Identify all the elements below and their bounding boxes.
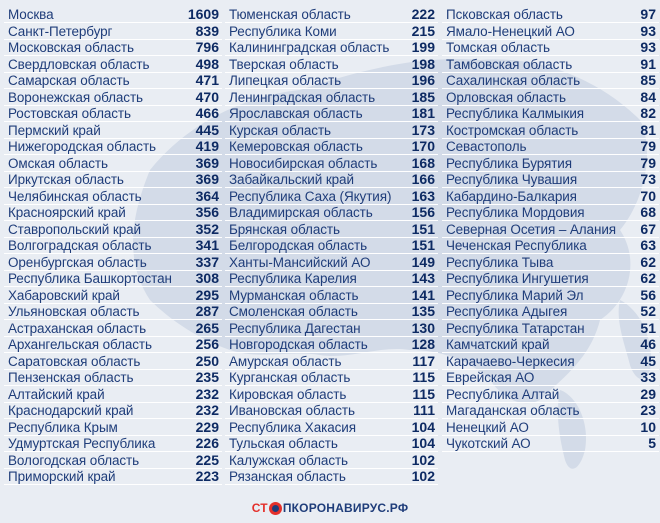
- region-value: 143: [411, 270, 435, 286]
- region-name: Республика Хакасия: [229, 419, 356, 435]
- region-row: [442, 24, 659, 40]
- region-name: Магаданская область: [446, 403, 580, 418]
- region-value: 1609: [187, 6, 219, 22]
- region-row: [442, 288, 659, 304]
- region-row: [4, 24, 222, 40]
- region-row: [225, 139, 438, 155]
- region-value: 73: [640, 171, 656, 187]
- region-name: Саратовская область: [8, 353, 141, 369]
- region-name: Кабардино-Балкария: [446, 188, 577, 204]
- region-name: Москва: [8, 7, 54, 22]
- region-row: [442, 40, 659, 56]
- region-value: 141: [411, 286, 435, 303]
- region-row: [442, 189, 659, 205]
- region-row: [225, 73, 438, 89]
- region-name: Московская область: [8, 40, 134, 55]
- region-name: Тамбовская область: [446, 56, 573, 72]
- region-value: 445: [195, 121, 219, 138]
- region-row: [4, 469, 222, 485]
- region-name: Курская область: [229, 122, 331, 138]
- region-row: [225, 222, 438, 238]
- region-name: Орловская область: [446, 89, 566, 105]
- region-name: Ярославская область: [229, 106, 363, 121]
- region-value: 470: [195, 88, 219, 105]
- region-name: Республика Марий Эл: [446, 287, 584, 303]
- region-name: Алтайский край: [8, 386, 105, 402]
- region-name: Мурманская область: [229, 287, 359, 303]
- region-row: [225, 403, 438, 419]
- region-value: 85: [640, 72, 656, 88]
- region-value: 466: [195, 105, 219, 121]
- region-row: [442, 106, 659, 122]
- region-name: Красноярский край: [8, 205, 126, 220]
- region-name: Пензенская область: [8, 370, 134, 385]
- region-name: Республика Башкортостан: [8, 271, 172, 286]
- region-value: 79: [640, 138, 656, 154]
- region-value: 250: [195, 352, 219, 369]
- region-row: [225, 469, 438, 485]
- region-name: Кировская область: [229, 386, 347, 402]
- region-row: [442, 7, 659, 23]
- region-value: 156: [411, 204, 435, 220]
- region-value: 102: [411, 468, 435, 484]
- region-row: [225, 387, 438, 403]
- region-value: 70: [640, 187, 656, 204]
- region-row: [4, 354, 222, 370]
- region-row: [225, 271, 438, 287]
- region-name: Ставропольский край: [8, 221, 141, 237]
- region-name: Ненецкий АО: [446, 419, 529, 435]
- region-value: 256: [195, 336, 219, 352]
- region-name: Удмуртская Республика: [8, 436, 156, 451]
- region-row: [4, 7, 222, 23]
- region-row: [442, 321, 659, 337]
- region-name: Республика Крым: [8, 419, 118, 435]
- region-row: [4, 271, 222, 287]
- footer: [0, 493, 660, 523]
- region-value: 352: [195, 220, 219, 237]
- region-row: [4, 238, 222, 254]
- region-row: [4, 370, 222, 386]
- region-name: Санкт-Петербург: [8, 23, 113, 39]
- region-value: 63: [640, 237, 656, 253]
- region-row: [4, 205, 222, 221]
- region-row: [4, 57, 222, 73]
- region-value: 45: [640, 352, 656, 369]
- region-name: Республика Карелия: [229, 271, 357, 286]
- region-row: [225, 90, 438, 106]
- region-value: 115: [412, 369, 435, 385]
- region-name: Чеченская Республика: [446, 238, 587, 253]
- region-row: [4, 255, 222, 271]
- region-row: [4, 222, 222, 238]
- region-name: Республика Адыгея: [446, 304, 568, 319]
- region-row: [4, 387, 222, 403]
- region-name: Омская область: [8, 155, 108, 171]
- region-row: [442, 436, 659, 452]
- region-row: [4, 90, 222, 106]
- region-row: [225, 255, 438, 271]
- region-row: [442, 57, 659, 73]
- region-row: [442, 139, 659, 155]
- region-value: 223: [195, 468, 219, 484]
- region-name: Камчатский край: [446, 337, 550, 352]
- region-name: Республика Ингушетия: [446, 271, 589, 286]
- region-name: Самарская область: [8, 73, 130, 88]
- region-row: [4, 73, 222, 89]
- region-name: Тюменская область: [229, 7, 351, 22]
- region-name: Республика Татарстан: [446, 320, 585, 336]
- region-name: Белгородская область: [229, 238, 368, 253]
- region-value: 839: [195, 22, 219, 39]
- region-row: [4, 156, 222, 172]
- region-name: Калининградская область: [229, 40, 390, 55]
- region-value: 196: [411, 72, 435, 88]
- region-name: Оренбургская область: [8, 254, 147, 270]
- region-name: Карачаево-Черкесия: [446, 353, 575, 369]
- region-name: Республика Мордовия: [446, 205, 585, 220]
- region-value: 93: [640, 39, 656, 55]
- region-name: Севастополь: [446, 139, 527, 154]
- region-row: [225, 106, 438, 122]
- stopkoronavirus-logo[interactable]: [252, 501, 409, 515]
- region-value: 356: [195, 204, 219, 220]
- region-name: Приморский край: [8, 469, 116, 484]
- region-value: 91: [640, 55, 656, 72]
- region-row: [225, 156, 438, 172]
- region-name: Ленинградская область: [229, 89, 376, 105]
- region-name: Ханты-Мансийский АО: [229, 254, 371, 270]
- region-name: Нижегородская область: [8, 139, 156, 154]
- region-row: [225, 453, 438, 469]
- region-name: Свердловская область: [8, 56, 150, 72]
- region-value: 163: [411, 187, 435, 204]
- region-name: Республика Тыва: [446, 254, 554, 270]
- region-row: [442, 354, 659, 370]
- region-value: 419: [195, 138, 219, 154]
- region-name: Тверская область: [229, 56, 339, 72]
- region-value: 199: [411, 39, 435, 55]
- region-name: Амурская область: [229, 353, 342, 369]
- region-row: [4, 139, 222, 155]
- region-value: 29: [640, 385, 656, 402]
- region-value: 295: [195, 286, 219, 303]
- region-row: [442, 238, 659, 254]
- region-row: [225, 304, 438, 320]
- region-value: 84: [640, 88, 656, 105]
- region-row: [442, 387, 659, 403]
- region-value: 51: [640, 319, 656, 336]
- region-row: [225, 321, 438, 337]
- region-value: 265: [195, 319, 219, 336]
- region-name: Еврейская АО: [446, 370, 535, 385]
- region-value: 117: [412, 352, 435, 369]
- region-name: Кемеровская область: [229, 139, 363, 154]
- region-name: Ямало-Ненецкий АО: [446, 23, 575, 39]
- region-row: [442, 172, 659, 188]
- region-value: 23: [640, 402, 656, 418]
- region-value: 181: [411, 105, 435, 121]
- region-value: 337: [195, 253, 219, 270]
- region-value: 67: [640, 220, 656, 237]
- region-value: 166: [411, 171, 435, 187]
- region-value: 5: [648, 435, 656, 451]
- region-name: Краснодарский край: [8, 403, 134, 418]
- region-value: 93: [640, 22, 656, 39]
- region-name: Смоленская область: [229, 304, 358, 319]
- region-row: [442, 156, 659, 172]
- region-name: Липецкая область: [229, 73, 342, 88]
- region-value: 198: [411, 55, 435, 72]
- region-value: 232: [195, 402, 219, 418]
- region-name: Республика Саха (Якутия): [229, 188, 392, 204]
- logo-right-text: ПКОРОНАВИРУС.РФ: [282, 501, 409, 515]
- region-name: Тульская область: [229, 436, 338, 451]
- region-value: 498: [195, 55, 219, 72]
- region-value: 232: [195, 385, 219, 402]
- region-row: [225, 436, 438, 452]
- region-name: Архангельская область: [8, 337, 152, 352]
- region-value: 149: [411, 253, 435, 270]
- region-value: 68: [640, 204, 656, 220]
- region-name: Республика Чувашия: [446, 172, 578, 187]
- region-row: [442, 420, 659, 436]
- region-value: 226: [195, 435, 219, 451]
- region-name: Калужская область: [229, 452, 348, 468]
- region-name: Ульяновская область: [8, 304, 140, 319]
- region-value: 104: [411, 418, 435, 435]
- region-value: 97: [640, 6, 656, 22]
- region-name: Брянская область: [229, 221, 340, 237]
- region-value: 235: [195, 369, 219, 385]
- region-row: [442, 255, 659, 271]
- region-value: 168: [411, 154, 435, 171]
- region-row: [225, 40, 438, 56]
- virus-icon: [269, 502, 282, 515]
- region-name: Костромская область: [446, 122, 579, 138]
- region-value: 369: [195, 154, 219, 171]
- region-value: 151: [411, 220, 435, 237]
- region-value: 62: [640, 270, 656, 286]
- region-value: 135: [411, 303, 435, 319]
- region-name: Иркутская область: [8, 172, 124, 187]
- region-row: [225, 7, 438, 23]
- region-name: Челябинская область: [8, 188, 142, 204]
- region-value: 52: [640, 303, 656, 319]
- region-row: [442, 304, 659, 320]
- region-name: Рязанская область: [229, 469, 346, 484]
- region-value: 46: [640, 336, 656, 352]
- region-row: [225, 123, 438, 139]
- region-name: Воронежская область: [8, 89, 143, 105]
- region-name: Республика Коми: [229, 23, 337, 39]
- region-value: 111: [413, 402, 435, 418]
- region-row: [4, 288, 222, 304]
- region-value: 369: [195, 171, 219, 187]
- region-row: [225, 172, 438, 188]
- region-value: 215: [411, 22, 435, 39]
- region-row: [225, 205, 438, 221]
- region-name: Волгоградская область: [8, 238, 152, 253]
- region-value: 104: [411, 435, 435, 451]
- region-name: Республика Калмыкия: [446, 106, 584, 121]
- region-name: Владимирская область: [229, 205, 373, 220]
- region-row: [225, 337, 438, 353]
- region-row: [4, 337, 222, 353]
- region-value: 308: [195, 270, 219, 286]
- region-row: [4, 420, 222, 436]
- region-row: [442, 73, 659, 89]
- region-name: Астраханская область: [8, 320, 147, 336]
- region-value: 170: [411, 138, 435, 154]
- region-name: Пермский край: [8, 122, 101, 138]
- region-value: 225: [195, 451, 219, 468]
- region-row: [4, 172, 222, 188]
- region-row: [442, 370, 659, 386]
- region-row: [442, 205, 659, 221]
- region-name: Новгородская область: [229, 337, 368, 352]
- region-value: 81: [640, 121, 656, 138]
- region-value: 115: [412, 385, 435, 402]
- region-value: 222: [411, 6, 435, 22]
- region-value: 62: [640, 253, 656, 270]
- region-name: Республика Дагестан: [229, 320, 361, 336]
- region-row: [4, 436, 222, 452]
- region-value: 173: [411, 121, 435, 138]
- region-row: [442, 222, 659, 238]
- region-row: [4, 304, 222, 320]
- region-value: 287: [195, 303, 219, 319]
- region-value: 796: [195, 39, 219, 55]
- region-value: 10: [640, 418, 656, 435]
- region-row: [4, 40, 222, 56]
- region-name: Забайкальский край: [229, 172, 354, 187]
- region-value: 130: [411, 319, 435, 336]
- region-value: 229: [195, 418, 219, 435]
- region-row: [4, 321, 222, 337]
- region-name: Республика Бурятия: [446, 155, 572, 171]
- region-name: Вологодская область: [8, 452, 140, 468]
- region-value: 33: [640, 369, 656, 385]
- region-value: 82: [640, 105, 656, 121]
- region-value: 185: [411, 88, 435, 105]
- region-row: [4, 189, 222, 205]
- region-value: 128: [411, 336, 435, 352]
- region-name: Псковская область: [446, 7, 563, 22]
- region-name: Сахалинская область: [446, 73, 580, 88]
- region-row: [225, 238, 438, 254]
- region-name: Томская область: [446, 40, 550, 55]
- region-row: [4, 403, 222, 419]
- region-row: [4, 453, 222, 469]
- region-value: 471: [195, 72, 219, 88]
- region-name: Новосибирская область: [229, 155, 378, 171]
- region-row: [442, 403, 659, 419]
- region-row: [442, 271, 659, 287]
- region-row: [4, 123, 222, 139]
- region-row: [225, 24, 438, 40]
- region-name: Хабаровский край: [8, 287, 120, 303]
- region-row: [225, 354, 438, 370]
- region-row: [442, 90, 659, 106]
- region-name: Ивановская область: [229, 403, 355, 418]
- region-row: [225, 370, 438, 386]
- region-value: 56: [640, 286, 656, 303]
- region-value: 341: [195, 237, 219, 253]
- region-value: 102: [411, 451, 435, 468]
- region-row: [225, 57, 438, 73]
- region-name: Ростовская область: [8, 106, 131, 121]
- region-name: Курганская область: [229, 370, 351, 385]
- region-row: [225, 420, 438, 436]
- region-row: [442, 337, 659, 353]
- region-name: Северная Осетия – Алания: [446, 221, 616, 237]
- region-value: 79: [640, 154, 656, 171]
- region-value: 151: [411, 237, 435, 253]
- region-row: [4, 106, 222, 122]
- region-name: Чукотский АО: [446, 436, 531, 451]
- logo-left-text: СТ: [251, 501, 268, 515]
- region-name: Республика Алтай: [446, 386, 560, 402]
- region-row: [442, 123, 659, 139]
- region-row: [225, 288, 438, 304]
- region-value: 364: [195, 187, 219, 204]
- region-row: [225, 189, 438, 205]
